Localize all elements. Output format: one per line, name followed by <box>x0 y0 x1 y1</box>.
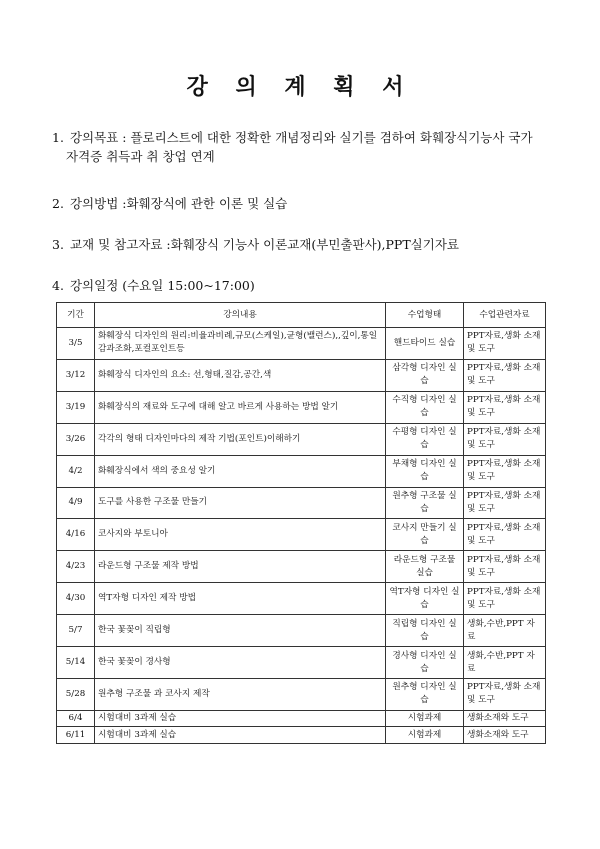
cell-date: 6/11 <box>57 727 95 744</box>
cell-date: 6/4 <box>57 710 95 727</box>
table-row <box>57 678 546 710</box>
cell-class-type: 수평형 디자인 실습 <box>386 423 464 455</box>
cell-class-type: 시험과제 <box>386 727 464 744</box>
cell-material: PPT자료,생화 소재 및 도구 <box>464 583 546 615</box>
page-title: 강 의 계 획 서 <box>186 75 414 100</box>
cell-content: 화훼장식 디자인의 요소: 선,형태,질감,공간,색 <box>95 359 386 391</box>
cell-material: PPT자료,생화 소재 및 도구 <box>464 423 546 455</box>
section-text-continued: 자격증 취득과 취 창업 연계 <box>66 149 215 164</box>
cell-content: 화훼장식 디자인의 원리:비율과비례,규모(스케일),균형(밸런스),,깊이,통일감과조화,포컬포인트등 <box>95 328 386 360</box>
cell-content: 화훼장식의 재료와 도구에 대해 알고 바르게 사용하는 방법 알기 <box>95 391 386 423</box>
section-number: 2. <box>52 196 64 211</box>
section-method <box>52 194 287 213</box>
cell-material: PPT자료,생화 소재 및 도구 <box>464 391 546 423</box>
cell-class-type: 원추형 구조물 실습 <box>386 487 464 519</box>
cell-material: PPT자료,생화 소재 및 도구 <box>464 455 546 487</box>
section-text: 강의방법 :화훼장식에 관한 이론 및 실습 <box>69 196 288 211</box>
cell-date: 4/16 <box>57 519 95 551</box>
section-number: 1. <box>52 130 64 145</box>
cell-material: PPT자료,생화 소재 및 도구 <box>464 359 546 391</box>
cell-date: 3/26 <box>57 423 95 455</box>
cell-content: 한국 꽃꽂이 직립형 <box>95 615 386 647</box>
cell-date: 4/2 <box>57 455 95 487</box>
cell-date: 3/12 <box>57 359 95 391</box>
table-row <box>57 423 546 455</box>
cell-date: 4/30 <box>57 583 95 615</box>
table-row <box>57 328 546 360</box>
table-row <box>57 727 546 744</box>
header-materials: 수업관련자료 <box>464 303 546 328</box>
cell-material: 생화,수반,PPT 자료 <box>464 615 546 647</box>
cell-date: 4/23 <box>57 551 95 583</box>
cell-date: 5/7 <box>57 615 95 647</box>
table-row <box>57 615 546 647</box>
section-number: 3. <box>52 237 64 252</box>
cell-material: PPT자료,생화 소재 및 도구 <box>464 551 546 583</box>
cell-content: 한국 꽃꽂이 경사형 <box>95 647 386 679</box>
table-row <box>57 519 546 551</box>
cell-class-type: 역T자형 디자인 실습 <box>386 583 464 615</box>
cell-date: 3/5 <box>57 328 95 360</box>
cell-class-type: 직립형 디자인 실습 <box>386 615 464 647</box>
cell-material: PPT자료,생화 소재 및 도구 <box>464 678 546 710</box>
cell-date: 4/9 <box>57 487 95 519</box>
cell-material: 생화,수반,PPT 자료 <box>464 647 546 679</box>
table-row <box>57 455 546 487</box>
cell-content: 원추형 구조물 과 코사지 제작 <box>95 678 386 710</box>
cell-date: 5/28 <box>57 678 95 710</box>
cell-material: PPT자료,생화 소재 및 도구 <box>464 328 546 360</box>
table-row <box>57 647 546 679</box>
section-text: 강의일정 (수요일 15:00~17:00) <box>69 278 255 293</box>
section-number: 4. <box>52 278 64 293</box>
cell-date: 3/19 <box>57 391 95 423</box>
cell-date: 5/14 <box>57 647 95 679</box>
cell-content: 시험대비 3과제 실습 <box>95 727 386 744</box>
section-text: 교재 및 참고자료 :화훼장식 기능사 이론교재(부민출판사),PPT실기자료 <box>69 237 459 252</box>
cell-content: 라운드형 구조물 제작 방법 <box>95 551 386 583</box>
cell-content: 각각의 형태 디자인마다의 제작 기법(포인트)이해하기 <box>95 423 386 455</box>
section-goal <box>52 128 533 166</box>
cell-class-type: 부채형 디자인 실습 <box>386 455 464 487</box>
table-row <box>57 551 546 583</box>
table-row <box>57 583 546 615</box>
section-text: 강의목표 : 플로리스트에 대한 정확한 개념정리와 실기를 겸하여 화훼장식기능사 국가 <box>69 130 533 145</box>
cell-material: 생화소재와 도구 <box>464 710 546 727</box>
cell-material: PPT자료,생화 소재 및 도구 <box>464 487 546 519</box>
section-schedule <box>52 276 255 295</box>
cell-class-type: 삼각형 디자인 실습 <box>386 359 464 391</box>
header-content: 강의내용 <box>95 303 386 328</box>
cell-class-type: 라운드형 구조물 실습 <box>386 551 464 583</box>
table-row <box>57 710 546 727</box>
cell-content: 시험대비 3과제 실습 <box>95 710 386 727</box>
cell-content: 도구를 사용한 구조물 만들기 <box>95 487 386 519</box>
header-period: 기간 <box>57 303 95 328</box>
cell-class-type: 핸드타이드 실습 <box>386 328 464 360</box>
section-materials <box>52 235 459 254</box>
table-row <box>57 391 546 423</box>
cell-class-type: 시험과제 <box>386 710 464 727</box>
cell-material: PPT자료,생화 소재 및 도구 <box>464 519 546 551</box>
schedule-table <box>56 302 546 744</box>
cell-content: 화훼장식에서 색의 중요성 알기 <box>95 455 386 487</box>
cell-class-type: 수직형 디자인 실습 <box>386 391 464 423</box>
table-row <box>57 487 546 519</box>
schedule-body <box>57 328 546 744</box>
cell-content: 코사지와 부토니아 <box>95 519 386 551</box>
cell-content: 역T자형 디자인 제작 방법 <box>95 583 386 615</box>
cell-class-type: 원추형 디자인 실습 <box>386 678 464 710</box>
cell-material: 생화소재와 도구 <box>464 727 546 744</box>
cell-class-type: 코사지 만들기 실습 <box>386 519 464 551</box>
table-row <box>57 359 546 391</box>
header-class-type: 수업형태 <box>386 303 464 328</box>
table-header-row <box>57 303 546 328</box>
cell-class-type: 경사형 디자인 실습 <box>386 647 464 679</box>
